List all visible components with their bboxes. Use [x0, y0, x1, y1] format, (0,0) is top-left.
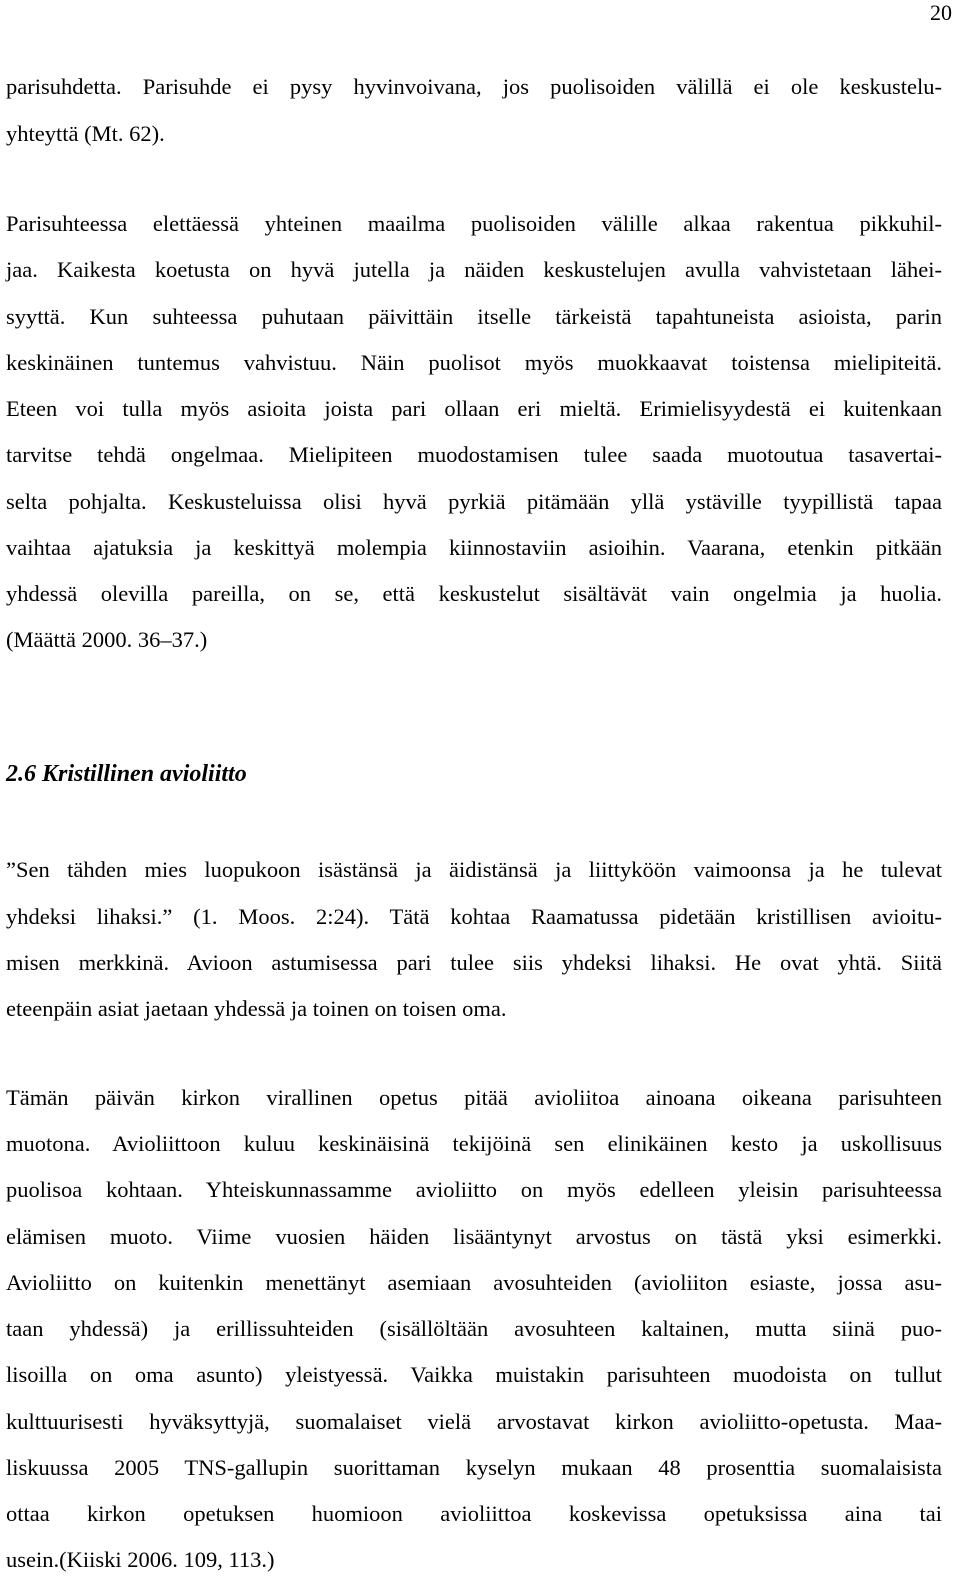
paragraph-2-line-5: Eteen voi tulla myös asioita joista pari ollaan eri mieltä. Erimielisyydestä ei kuitenkaan — [6, 396, 942, 421]
section-paragraph-2-line-7: lisoilla on oma asunto) yleistyessä. Vaikka muistakin parisuhteen muodoista on tullut — [6, 1362, 942, 1387]
paragraph-2-line-10: (Määttä 2000. 36–37.) — [6, 627, 208, 652]
paragraph-2-line-1: Parisuhteessa elettäessä yhteinen maailma puolisoiden välille alkaa rakentua pikkuhil- — [6, 211, 942, 236]
paragraph-2-line-6: tarvitse tehdä ongelmaa. Mielipiteen muodostamisen tulee saada muotoutua tasavertai- — [6, 442, 942, 467]
paragraph-2-line-4: keskinäinen tuntemus vahvistuu. Näin puolisot myös muokkaavat toistensa mielipiteitä. — [6, 350, 942, 375]
section-paragraph-2-line-2: muotona. Avioliittoon kuluu keskinäisinä tekijöinä sen elinikäinen kesto ja uskollisuus — [6, 1131, 942, 1156]
section-paragraph-1-line-4: eteenpäin asiat jaetaan yhdessä ja toinen on toisen oma. — [6, 996, 507, 1021]
section-paragraph-2-line-10: ottaa kirkon opetuksen huomioon avioliittoa koskevissa opetuksissa aina tai — [6, 1501, 942, 1526]
page-number: 20 — [930, 0, 952, 25]
paragraph-2-line-2: jaa. Kaikesta koetusta on hyvä jutella ja näiden keskustelujen avulla vahvistetaan lähei- — [6, 257, 942, 282]
section-paragraph-2-line-5: Avioliitto on kuitenkin menettänyt asemiaan avosuhteiden (avioliiton esiaste, jossa asu- — [6, 1270, 942, 1295]
section-paragraph-1-line-1: ”Sen tähden mies luopukoon isästänsä ja äidistänsä ja liittyköön vaimoonsa ja he tulevat — [6, 857, 942, 882]
paragraph-2-line-7: selta pohjalta. Keskusteluissa olisi hyvä pyrkiä pitämään yllä ystäville tyypillistä tapaa — [6, 489, 942, 514]
section-paragraph-2-line-6: taan yhdessä) ja erillissuhteiden (sisällöltään avosuhteen kaltainen, mutta siinä puo- — [6, 1316, 942, 1341]
section-heading: 2.6 Kristillinen avioliitto — [6, 761, 247, 787]
paragraph-2-line-8: vaihtaa ajatuksia ja keskittyä molempia kiinnostaviin asioihin. Vaarana, etenkin pitkään — [6, 535, 942, 560]
section-paragraph-2-line-8: kulttuurisesti hyväksyttyjä, suomalaiset vielä arvostavat kirkon avioliitto-opetusta. Maa- — [6, 1409, 942, 1434]
section-paragraph-2-line-3: puolisoa kohtaan. Yhteiskunnassamme avioliitto on myös edelleen yleisin parisuhteessa — [6, 1177, 942, 1202]
paragraph-1-line-2: yhteyttä (Mt. 62). — [6, 121, 165, 146]
section-paragraph-1-line-2: yhdeksi lihaksi.” (1. Moos. 2:24). Tätä kohtaa Raamatussa pidetään kristillisen avioitu- — [6, 904, 942, 929]
section-paragraph-1-line-3: misen merkkinä. Avioon astumisessa pari tulee siis yhdeksi lihaksi. He ovat yhtä. Siitä — [6, 950, 942, 975]
section-paragraph-2-line-9: liskuussa 2005 TNS-gallupin suorittaman kyselyn mukaan 48 prosenttia suomalaisista — [6, 1455, 942, 1480]
section-paragraph-2-line-1: Tämän päivän kirkon virallinen opetus pitää avioliitoa ainoana oikeana parisuhteen — [6, 1085, 942, 1110]
paragraph-2-line-9: yhdessä olevilla pareilla, on se, että keskustelut sisältävät vain ongelmia ja huolia. — [6, 581, 942, 606]
section-paragraph-2-line-11: usein.(Kiiski 2006. 109, 113.) — [6, 1547, 275, 1572]
paragraph-1-line-1: parisuhdetta. Parisuhde ei pysy hyvinvoivana, jos puolisoiden välillä ei ole keskustelu- — [6, 74, 942, 99]
section-paragraph-2-line-4: elämisen muoto. Viime vuosien häiden lisääntynyt arvostus on tästä yksi esimerkki. — [6, 1224, 942, 1249]
paragraph-2-line-3: syyttä. Kun suhteessa puhutaan päivittäin itselle tärkeistä tapahtuneista asioista, parin — [6, 304, 942, 329]
